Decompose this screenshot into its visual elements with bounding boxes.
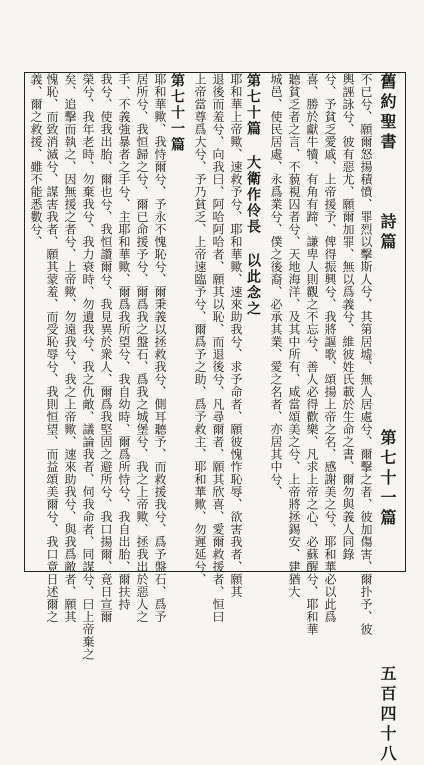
text-column-13: 居所兮、我恒歸之兮、爾已命援予兮、爾爲我之盤石、爲我之城堡兮、我之上帝歟、拯我出於惡人之	[135, 73, 149, 623]
text-column-1: 不已兮、願爾怒揚積憤、罪烈以擊斯人兮、其第居墟、無人居處兮、爾擊之者、彼加傷害、爾扑予、彼	[359, 73, 373, 636]
text-column-5: 聽貧乏者之言、不藐視囚者兮、天地海洋、及其中所有、咸當頌美之兮、上帝將拯錫安、建猶大	[287, 73, 301, 598]
text-column-14: 手、不義強暴者之手兮、主耶和華歟、爾爲我所望兮、我自幼時、爾爲所恃兮、我自出胎、爾扶持	[117, 73, 131, 611]
text-column-17: 矣、追擊而執之、因無援之者兮、上帝歟、勿遠我兮、我之上帝歟、速來助我兮、與我爲敵者、願其	[63, 73, 77, 623]
text-column-12: 耶和華歟、我恃爾兮、予永不愧恥兮、爾秉義以拯救我兮、側耳聽予、而救援我兮、爲予盤石、爲予	[153, 73, 167, 623]
text-column-6: 城邑、使民居處、永爲業兮、僕之後裔、必承其業、愛之名者、亦居其中兮、	[269, 73, 283, 498]
text-column-8: 耶和華上帝歟、速救予兮、耶和華歟、速來助我兮、求予命者、願彼愧怍恥辱、欲害我者、願其	[229, 73, 243, 598]
section-title: 詩篇	[378, 213, 397, 253]
text-column-15: 我兮、使我出胎、爾也兮、我恒讚爾兮、我見異於衆人、爾爲我堅固之避所兮、我口揚爾、竟日宣爾	[99, 73, 113, 623]
text-column-2: 輿誣詠兮、彼有惡尤、願爾加罪、無以爲義兮、維彼姓氏載於生命之書、爾勿與義人同錄	[341, 73, 355, 561]
text-column-9: 退後而羞兮、向我曰、阿哈阿哈者、願其以恥、而退後兮、凡尋爾者、願其欣喜、愛爾救援者、恒曰	[211, 73, 225, 623]
text-column-18: 愧恥、而致消滅兮、謀害我者、願其蒙羞、而受恥辱兮、我則恒望、而益頌美爾兮、我口竟日述爾之	[45, 73, 59, 623]
text-column-10: 上帝當尊爲大兮、予乃貧乏、上帝速臨予兮、爾爲予之助、爲予救主、耶和華歟、勿遲延兮、	[193, 73, 207, 586]
running-header	[377, 73, 399, 765]
text-column-16: 榮兮、我年老時、勿棄我兮、我力衰時、勿遺我兮、我之仇敵、議論我者、伺我命者、同謀兮、曰上帝棄之	[81, 73, 95, 661]
book-title: 舊約聖書	[378, 73, 397, 153]
chapter-heading: 第七十一篇	[378, 429, 397, 529]
text-column-4: 喜、勝於獻牛犢、有角有蹄、謙卑人則觀之不忘兮、善人必得歡樂、凡求上帝之心、必蘇醒兮、耶和華	[305, 73, 319, 636]
page-frame	[24, 72, 406, 765]
psalm-71-heading: 第七十一篇	[169, 73, 185, 153]
psalm-70-heading: 第七十篇 大衛作伶長 以此念之	[245, 73, 261, 317]
text-column-3: 兮、予貧乏愛戚、上帝援予、俾得振興兮、我將謳歌、頌揚上帝之名、感謝美之兮、耶和華必以此爲	[323, 73, 337, 623]
text-column-19: 義、爾之救援、雖不能悉數兮、	[29, 73, 43, 248]
page-number: 五百四十八	[378, 665, 397, 765]
